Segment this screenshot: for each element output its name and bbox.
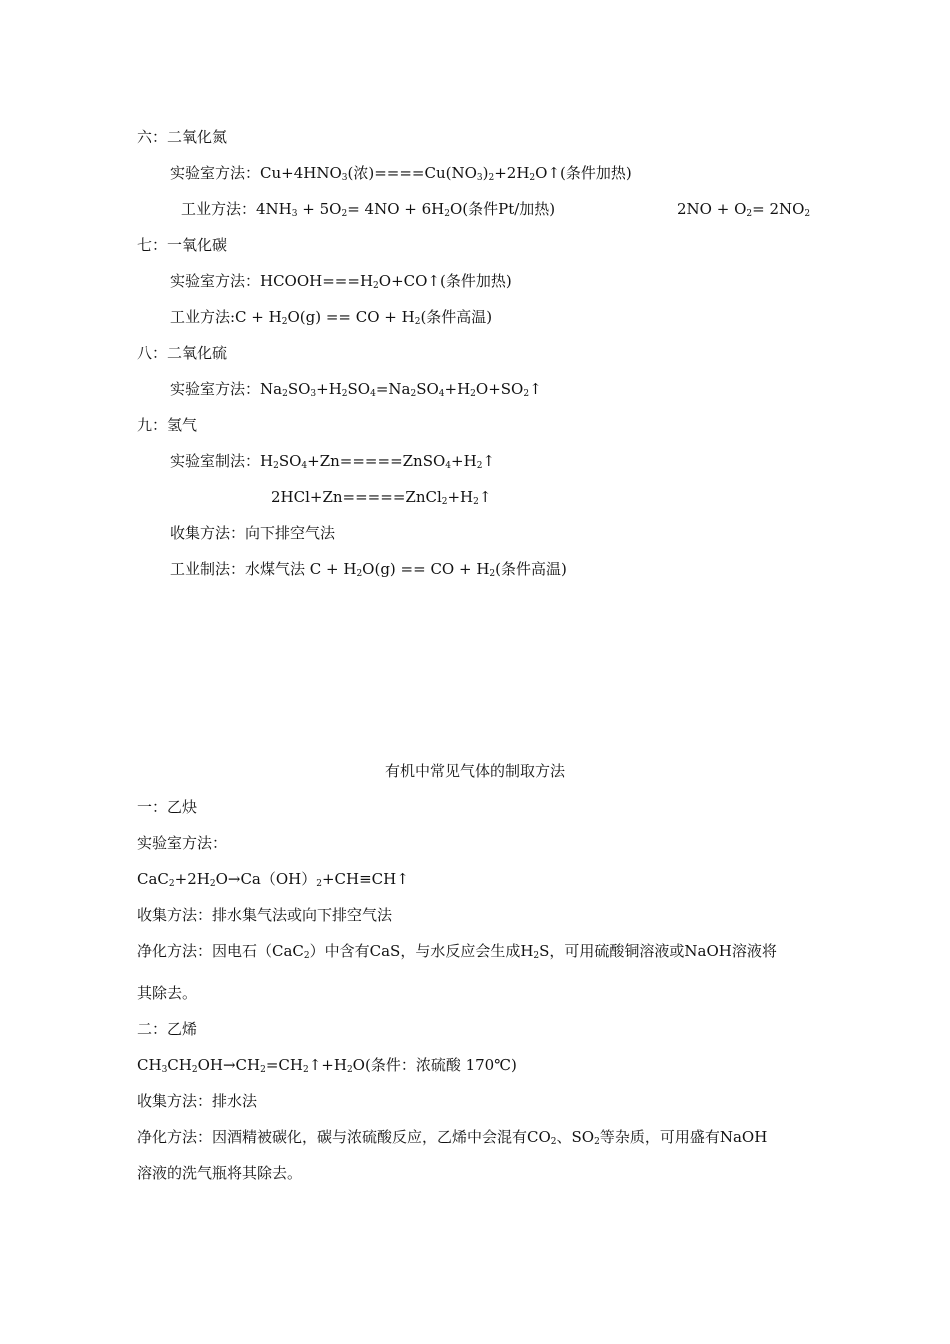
- no2-industrial-method: 工业方法：$4NH_3 + 5O_2= 4NO + 6H_2O$(条件Pt/加热): [181, 200, 556, 219]
- heading-carbon-monoxide: 七：一氧化碳: [137, 236, 228, 254]
- ethylene-purification-line2: 溶液的洗气瓶将其除去。: [137, 1164, 303, 1182]
- acetylene-purification-line1: 净化方法：因电石（CaC$_2$）中含有CaS，与水反应会生成$H_2S$，可用硫酸铜溶液或NaOH溶液将: [137, 942, 777, 961]
- heading-acetylene: 一：乙炔: [137, 798, 198, 816]
- so2-lab-method: 实验室方法：$Na_2SO_3+H_2SO_4=Na_2SO_4+H_2O+SO_2↑$: [170, 380, 542, 399]
- co-lab-method: 实验室方法：$HCOOH===H_2O+CO↑$(条件加热): [170, 272, 512, 291]
- organic-section-title: 有机中常见气体的制取方法: [384, 762, 565, 780]
- acetylene-lab-label: 实验室方法：: [137, 834, 228, 852]
- heading-nitrogen-dioxide: 六：二氧化氮: [137, 128, 228, 146]
- ethylene-equation: $CH_3CH_2OH\to CH_2=CH_2↑+H_2O$(条件：浓硫酸 170℃): [137, 1056, 517, 1075]
- h2-lab-method-1: 实验室制法：$H_2SO_4+Zn=====ZnSO_4+H_2↑$: [170, 452, 495, 471]
- acetylene-equation: $CaC_2+2H_2O\to Ca(OH)_2+CH\equiv CH↑$: [137, 870, 409, 889]
- heading-ethylene: 二：乙烯: [137, 1020, 198, 1038]
- h2-industrial-method: 工业制法：水煤气法 $C + H_2O(g)$ == CO + $H_2$(条件高温): [170, 560, 567, 579]
- ethylene-purification-line1: 净化方法：因酒精被碳化，碳与浓硫酸反应，乙烯中会混有$CO_2$、$SO_2$等杂质，可用盛有NaOH: [137, 1128, 768, 1147]
- acetylene-collection-method: 收集方法：排水集气法或向下排空气法: [137, 906, 393, 924]
- co-industrial-method: 工业方法:C + $H_2O(g)$ == CO + $H_2$(条件高温): [170, 308, 493, 327]
- h2-lab-method-2: $2HCl+Zn=====ZnCl_2+H_2↑$: [271, 488, 492, 507]
- no2-oxidation-equation: $2NO + O_2= 2NO_2$: [677, 200, 811, 219]
- heading-hydrogen: 九：氢气: [137, 416, 198, 434]
- heading-sulfur-dioxide: 八：二氧化硫: [137, 344, 228, 362]
- ethylene-collection-method: 收集方法：排水法: [137, 1092, 258, 1110]
- no2-lab-method: 实验室方法：$Cu+4HNO_3$(浓)$====Cu(NO_3)_2+2H_2O↑$(条件加热): [170, 164, 632, 183]
- h2-collection-method: 收集方法：向下排空气法: [170, 524, 336, 542]
- acetylene-purification-line2: 其除去。: [137, 984, 198, 1002]
